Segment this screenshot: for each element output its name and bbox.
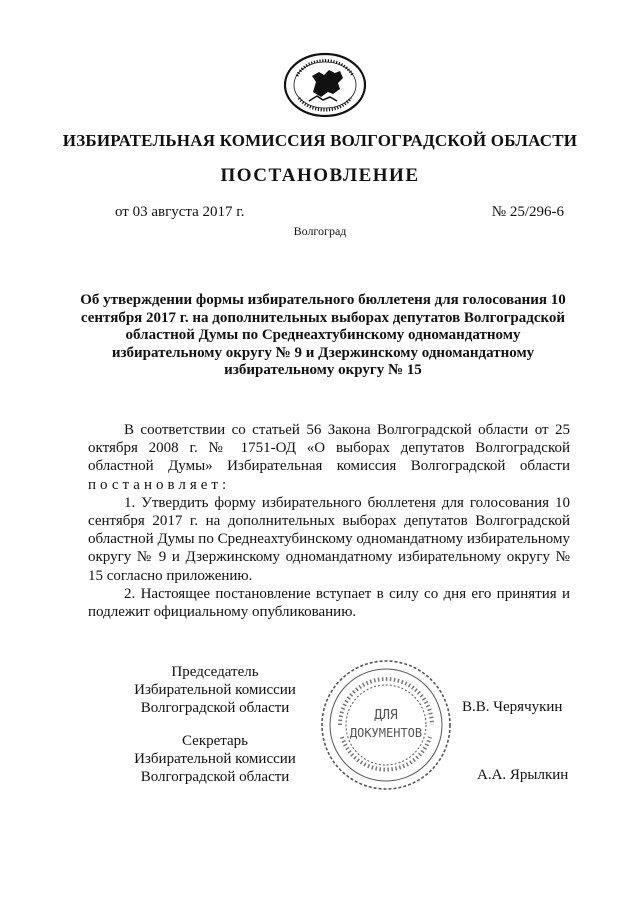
- body-item-2: 2. Настоящее постановление вступает в силу со дня его принятия и подлежит официальному опубликованию.: [88, 585, 570, 621]
- body-preamble: [88, 421, 570, 494]
- chair-title-block: [110, 663, 320, 717]
- document-type-title: ПОСТАНОВЛЕНИЕ: [220, 165, 420, 186]
- secretary-title-line: Избирательной комиссии: [134, 751, 296, 767]
- chair-title-line: Волгоградской области: [140, 700, 290, 716]
- document-date: от 03 августа 2017 г.: [115, 204, 245, 220]
- document-number: № 25/296-6: [491, 204, 564, 220]
- seal-center-text: ДОКУМЕНТОВ: [349, 726, 423, 740]
- secretary-title-block: [110, 732, 320, 786]
- chair-name: В.В. Черячукин: [462, 699, 563, 715]
- body-item-1: 1. Утвердить форму избирательного бюллетеня для голосования 10 сентября 2017 г. на дополнительных выборах депутатов Волгоградской областной Думы по Среднеахтубинскому одномандатному избирательному округу № 9 и Дзержинскому одномандатному избирательному округу № 15 согласно приложению.: [88, 494, 570, 584]
- document-body: [88, 421, 570, 621]
- secretary-title-line: Волгоградской области: [140, 769, 290, 785]
- document-subject: Об утверждении формы избирательного бюллетеня для голосования 10 сентября 2017 г. на дополнительных выборах депутатов Волгоградской областной Думы по Среднеахтубинскому одномандатному избирательному округу № 9 и Дзержинскому одномандатному избирательному округу № 15: [80, 292, 566, 378]
- official-seal-stamp-icon: [318, 657, 454, 793]
- resolves-word: постановляет:: [88, 476, 231, 493]
- preamble-text: В соответствии со статьей 56 Закона Волгоградской области от 25 октября 2008 г. № 1751-ОД «О выборах депутатов Волгоградской областной Думы» Избирательная комиссия Волгоградской области: [88, 422, 570, 475]
- secretary-name: А.А. Ярылкин: [477, 767, 569, 783]
- seal-center-text: ДЛЯ: [374, 708, 398, 723]
- organization-name: ИЗБИРАТЕЛЬНАЯ КОМИССИЯ ВОЛГОГРАДСКОЙ ОБЛАСТИ: [62, 131, 578, 150]
- commission-emblem-icon: [283, 52, 367, 118]
- secretary-title-line: Секретарь: [181, 733, 249, 749]
- document-city: Волгоград: [293, 224, 347, 238]
- chair-title-line: Председатель: [171, 664, 259, 680]
- chair-title-line: Избирательной комиссии: [134, 682, 296, 698]
